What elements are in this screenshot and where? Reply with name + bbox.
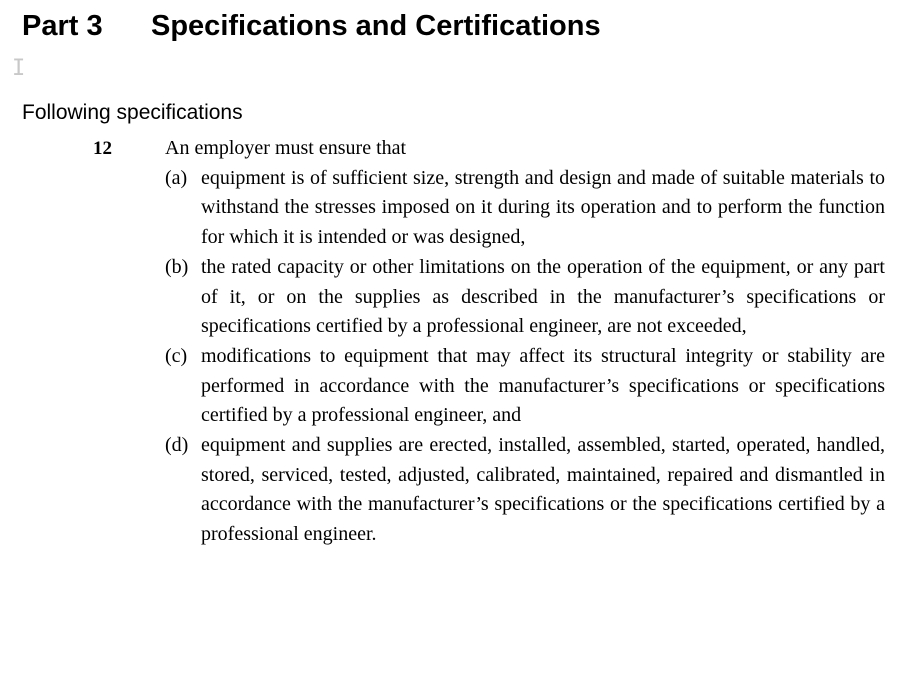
- part-number: Part 3: [22, 10, 103, 42]
- section-number: 12: [93, 138, 112, 159]
- clause-text: the rated capacity or other limitations on the operation of the equipment, or any part of it, or on the supplies as described in the manufacturer’s specifications or specifications certified by a professional engineer, are not exceeded,: [201, 255, 885, 338]
- clause-label: (d): [165, 434, 189, 457]
- clause-label: (c): [165, 344, 188, 367]
- part-title: Specifications and Certifications: [151, 10, 601, 42]
- clause-b: [165, 253, 885, 342]
- part-header: [22, 6, 601, 46]
- section-intro: An employer must ensure that: [165, 137, 407, 159]
- clause-list: [165, 164, 885, 550]
- clause-text: equipment and supplies are erected, installed, assembled, started, operated, handled, stored, serviced, tested, adjusted, calibrated, maintained, repaired and dismantled in accordance with the manufacturer’s specifications or the specifications certified by a professional engineer.: [201, 434, 885, 546]
- section-body: [165, 134, 885, 550]
- clause-text: equipment is of sufficient size, strength and design and made of suitable materials to withstand the stresses imposed on it during its operation and to perform the function for which it is intended or was designed,: [201, 166, 885, 249]
- clause-a: [165, 164, 885, 253]
- clause-label: (b): [165, 255, 189, 278]
- text-cursor-icon: I: [12, 56, 26, 81]
- clause-d: [165, 431, 885, 550]
- clause-c: [165, 342, 885, 431]
- clause-text: modifications to equipment that may affect its structural integrity or stability are performed in accordance with the manufacturer’s specifications or specifications certified by a professional engineer, and: [201, 344, 885, 427]
- section-heading: Following specifications: [22, 101, 243, 124]
- clause-label: (a): [165, 166, 188, 189]
